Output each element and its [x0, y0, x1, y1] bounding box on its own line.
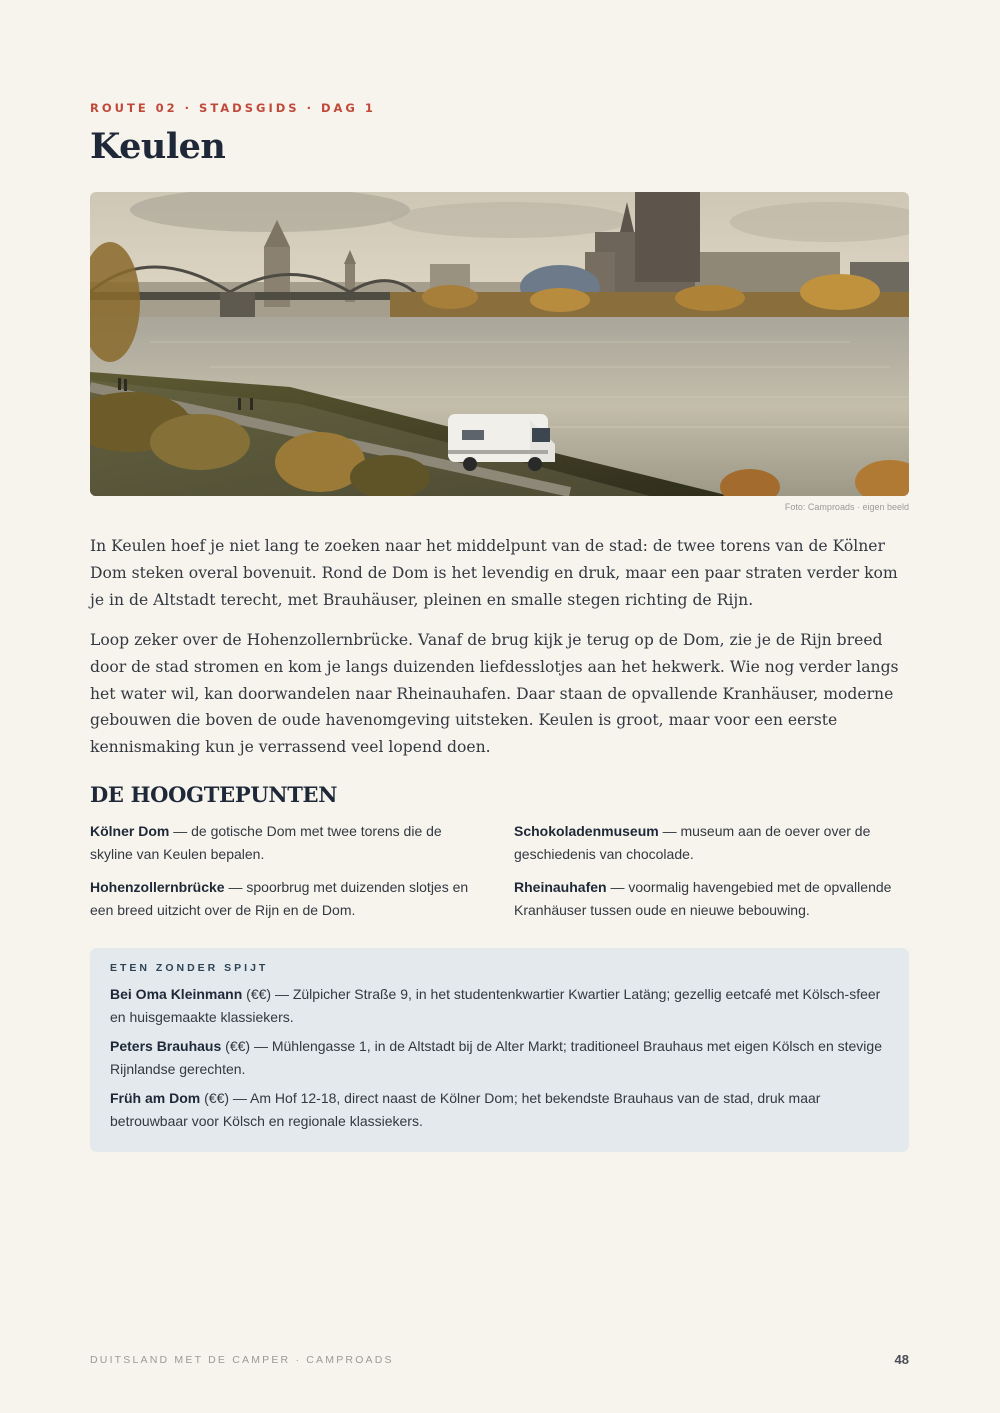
body-paragraph: Loop zeker over de Hohenzollernbrücke. Vanaf de brug kijk je terug op de Dom, zie je de Rijn breed door de stad stromen en kom je langs duizenden liefdesslotjes aan het hekwerk. Wie nog verder langs het water wil, kan doorwandelen naar Rheinauhafen. Daar staan de opvallende Kranhäuser, moderne gebouwen die boven de oude havenomgeving uitsteken. Keulen is groot, maar voor een eerste kennismaking kun je verrassend veel lopend doen. — [90, 631, 899, 757]
page — [90, 0, 909, 1413]
eat-box — [90, 948, 909, 1152]
highlight-text: — spoorbrug met duizenden slotjes en een breed uitzicht over de Rijn en de Dom. — [90, 879, 469, 918]
highlight-item — [514, 820, 909, 865]
footer-title: DUITSLAND MET DE CAMPER · CAMPROADS — [90, 1354, 394, 1366]
intro-paragraph: In Keulen hoef je niet lang te zoeken naar het middelpunt van de stad: de twee torens van de Kölner Dom steken overal bovenuit. Rond de Dom is het levendig en druk, maar een paar straten verder kom je in de Altstadt terecht, met Brauhäuser, pleinen en smalle stegen richting de Rijn. — [90, 537, 898, 609]
cologne-riverside-photo — [90, 192, 909, 496]
restaurant-name: Bei Oma Kleinmann — [110, 986, 243, 1002]
highlight-item — [90, 876, 485, 921]
highlight-name: Hohenzollernbrücke — [90, 879, 225, 895]
restaurant-item — [110, 1087, 890, 1132]
highlight-name: Schokoladenmuseum — [514, 823, 659, 839]
hero-photo — [90, 192, 909, 496]
restaurant-text: (€€) — Am Hof 12-18, direct naast de Kölner Dom; het bekendste Brauhaus van de stad, druk maar betrouwbaar voor Kölsch en regionale klassiekers. — [110, 1090, 821, 1129]
photo-caption: Foto: Camproads · eigen beeld — [784, 502, 909, 512]
highlight-name: Kölner Dom — [90, 823, 170, 839]
highlight-name: Rheinauhafen — [514, 879, 607, 895]
restaurant-name: Früh am Dom — [110, 1090, 201, 1106]
highlight-text: — de gotische Dom met twee torens die de skyline van Keulen bepalen. — [90, 823, 442, 862]
highlight-item — [90, 820, 485, 865]
restaurant-text: (€€) — Zülpicher Straße 9, in het studentenkwartier Kwartier Latäng; gezellig eetcafé met Kölsch-sfeer en huisgemaakte klassiekers. — [110, 986, 881, 1025]
restaurant-item — [110, 1035, 890, 1080]
page-number: 48 — [894, 1352, 909, 1367]
restaurant-item — [110, 983, 890, 1028]
page-title: Keulen — [90, 126, 226, 167]
kicker: ROUTE 02 · STADSGIDS · DAG 1 — [90, 101, 376, 115]
highlight-text: — museum aan de oever over de geschiedenis van chocolade. — [514, 823, 871, 862]
highlights-title: DE HOOGTEPUNTEN — [90, 782, 338, 807]
highlight-text: — voormalig havengebied met de opvallende Kranhäuser tussen oude en nieuwe bebouwing. — [514, 879, 892, 918]
restaurant-name: Peters Brauhaus — [110, 1038, 222, 1054]
highlight-item — [514, 876, 909, 921]
restaurant-text: (€€) — Mühlengasse 1, in de Altstadt bij de Alter Markt; traditioneel Brauhaus met eigen Kölsch en stevige Rijnlandse gerechten. — [110, 1038, 882, 1077]
eat-box-label: ETEN ZONDER SPIJT — [110, 962, 269, 974]
